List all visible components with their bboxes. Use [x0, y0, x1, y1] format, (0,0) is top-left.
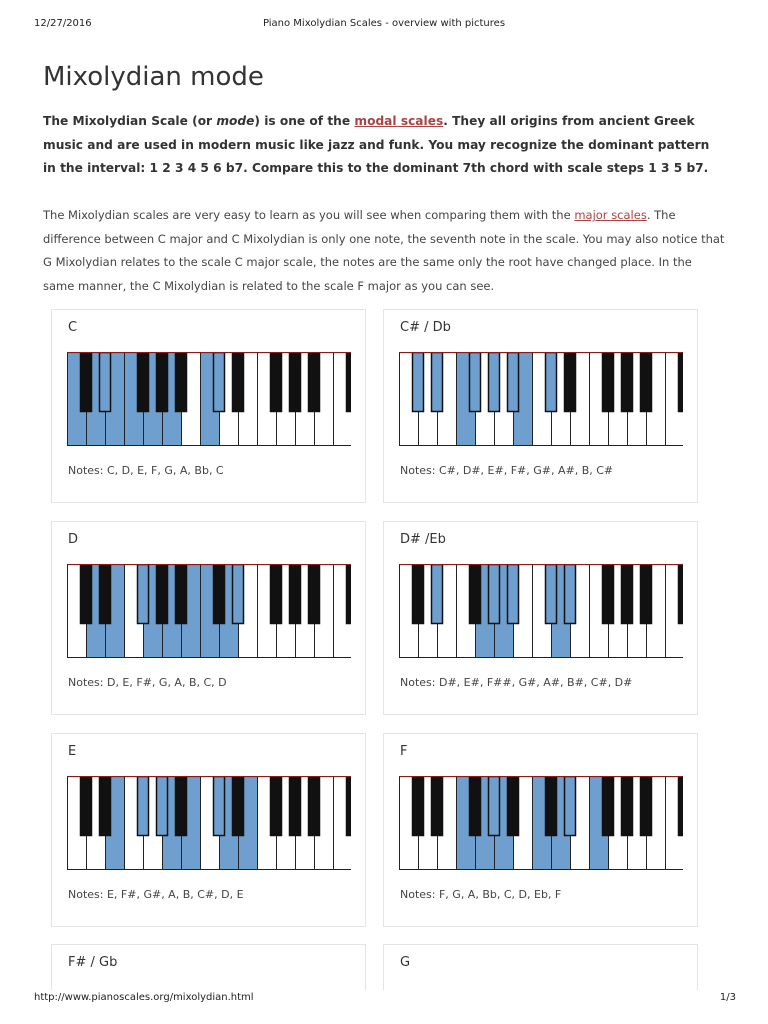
black-key — [176, 777, 187, 836]
scale-title: F# / Gb — [68, 955, 118, 970]
black-key — [309, 353, 320, 412]
black-key — [271, 777, 282, 836]
black-key — [138, 353, 149, 412]
black-key — [233, 353, 244, 412]
black-key — [138, 777, 149, 836]
scale-card-e — [51, 733, 366, 927]
black-key — [603, 777, 614, 836]
black-key — [622, 353, 633, 412]
black-key — [100, 565, 111, 624]
print-header — [0, 18, 768, 32]
black-key — [546, 777, 557, 836]
scale-card-g — [383, 944, 698, 990]
scale-notes: Notes: D, E, F#, G, A, B, C, D — [68, 676, 227, 689]
black-key — [641, 565, 652, 624]
black-key — [622, 565, 633, 624]
black-key — [176, 565, 187, 624]
scale-card-c — [51, 309, 366, 503]
black-key — [622, 777, 633, 836]
page-title: Mixolydian mode — [43, 62, 264, 92]
scale-notes: Notes: C, D, E, F, G, A, Bb, C — [68, 464, 224, 477]
black-key — [565, 777, 576, 836]
black-key — [214, 565, 225, 624]
print-footer — [0, 992, 768, 1006]
body-text-2: . The difference between C major and C Mixolydian is only one note, the seventh note in the scale. You may also notice that G Mixolydian relates to the scale C major scale, the notes are the same only the root have changed place. In the same manner, the C Mixolydian is related to the scale F major as you can see. — [43, 208, 725, 293]
piano-keyboard-c-sharp — [399, 352, 683, 447]
major-scales-link[interactable]: major scales — [574, 208, 647, 222]
black-key — [508, 565, 519, 624]
black-key — [271, 565, 282, 624]
body-text-1: The Mixolydian scales are very easy to learn as you will see when comparing them with the — [43, 208, 575, 222]
black-key — [546, 565, 557, 624]
scale-title: C# / Db — [400, 320, 451, 335]
intro-text-3: . They all origins from ancient Greek music and are used in modern music like jazz and funk. You may recognize the dominant pattern in the interval: 1 2 3 4 5 6 b7. Compare this to the dominant 7th chord with scale steps 1 3 5 b7. — [43, 114, 710, 175]
scale-title: F — [400, 744, 408, 759]
scale-card-d — [51, 521, 366, 715]
black-key — [470, 777, 481, 836]
black-key — [565, 565, 576, 624]
print-date: 12/27/2016 — [34, 18, 92, 29]
black-key — [470, 353, 481, 412]
scale-notes: Notes: D#, E#, F##, G#, A#, B#, C#, D# — [400, 676, 633, 689]
intro-emphasis: mode — [216, 114, 255, 128]
black-key — [432, 565, 443, 624]
black-key — [603, 565, 614, 624]
black-key — [432, 777, 443, 836]
scale-card-f-sharp — [51, 944, 366, 990]
black-key — [81, 565, 92, 624]
black-key — [176, 353, 187, 412]
black-key — [679, 353, 684, 412]
black-key — [565, 353, 576, 412]
scale-card-c-sharp — [383, 309, 698, 503]
black-key — [100, 777, 111, 836]
piano-keyboard-c — [67, 352, 351, 447]
black-key — [432, 353, 443, 412]
black-key — [546, 353, 557, 412]
print-title: Piano Mixolydian Scales - overview with pictures — [262, 18, 506, 29]
black-key — [679, 777, 684, 836]
black-key — [347, 353, 352, 412]
black-key — [290, 353, 301, 412]
scale-title: D — [68, 532, 79, 547]
modal-scales-link[interactable]: modal scales — [354, 114, 444, 128]
black-key — [100, 353, 111, 412]
intro-paragraph — [43, 110, 725, 181]
black-key — [347, 565, 352, 624]
black-key — [508, 777, 519, 836]
scale-title: D# /Eb — [400, 532, 446, 547]
black-key — [290, 777, 301, 836]
black-key — [413, 353, 424, 412]
black-key — [271, 353, 282, 412]
scale-card-d-sharp — [383, 521, 698, 715]
black-key — [489, 565, 500, 624]
black-key — [641, 777, 652, 836]
scale-title: G — [400, 955, 411, 970]
scale-card-f — [383, 733, 698, 927]
piano-keyboard-e — [67, 776, 351, 871]
black-key — [679, 565, 684, 624]
black-key — [138, 565, 149, 624]
black-key — [489, 353, 500, 412]
black-key — [603, 353, 614, 412]
black-key — [413, 565, 424, 624]
black-key — [157, 565, 168, 624]
black-key — [641, 353, 652, 412]
black-key — [157, 353, 168, 412]
black-key — [489, 777, 500, 836]
black-key — [157, 777, 168, 836]
intro-text-1: The Mixolydian Scale (or — [43, 114, 217, 128]
piano-keyboard-f — [399, 776, 683, 871]
black-key — [233, 777, 244, 836]
body-paragraph — [43, 204, 725, 298]
black-key — [309, 565, 320, 624]
black-key — [413, 777, 424, 836]
black-key — [233, 565, 244, 624]
scale-notes: Notes: F, G, A, Bb, C, D, Eb, F — [400, 888, 562, 901]
scale-title: C — [68, 320, 78, 335]
scale-title: E — [68, 744, 77, 759]
black-key — [508, 353, 519, 412]
scale-notes: Notes: C#, D#, E#, F#, G#, A#, B, C# — [400, 464, 614, 477]
page-number: 1/3 — [719, 992, 736, 1003]
piano-keyboard-d-sharp — [399, 564, 683, 659]
black-key — [347, 777, 352, 836]
black-key — [214, 353, 225, 412]
black-key — [470, 565, 481, 624]
black-key — [309, 777, 320, 836]
black-key — [214, 777, 225, 836]
black-key — [81, 777, 92, 836]
black-key — [290, 565, 301, 624]
scale-notes: Notes: E, F#, G#, A, B, C#, D, E — [68, 888, 244, 901]
piano-keyboard-d — [67, 564, 351, 659]
page-url: http://www.pianoscales.org/mixolydian.html — [34, 992, 254, 1003]
intro-text-2: ) is one of the — [254, 114, 355, 128]
black-key — [81, 353, 92, 412]
